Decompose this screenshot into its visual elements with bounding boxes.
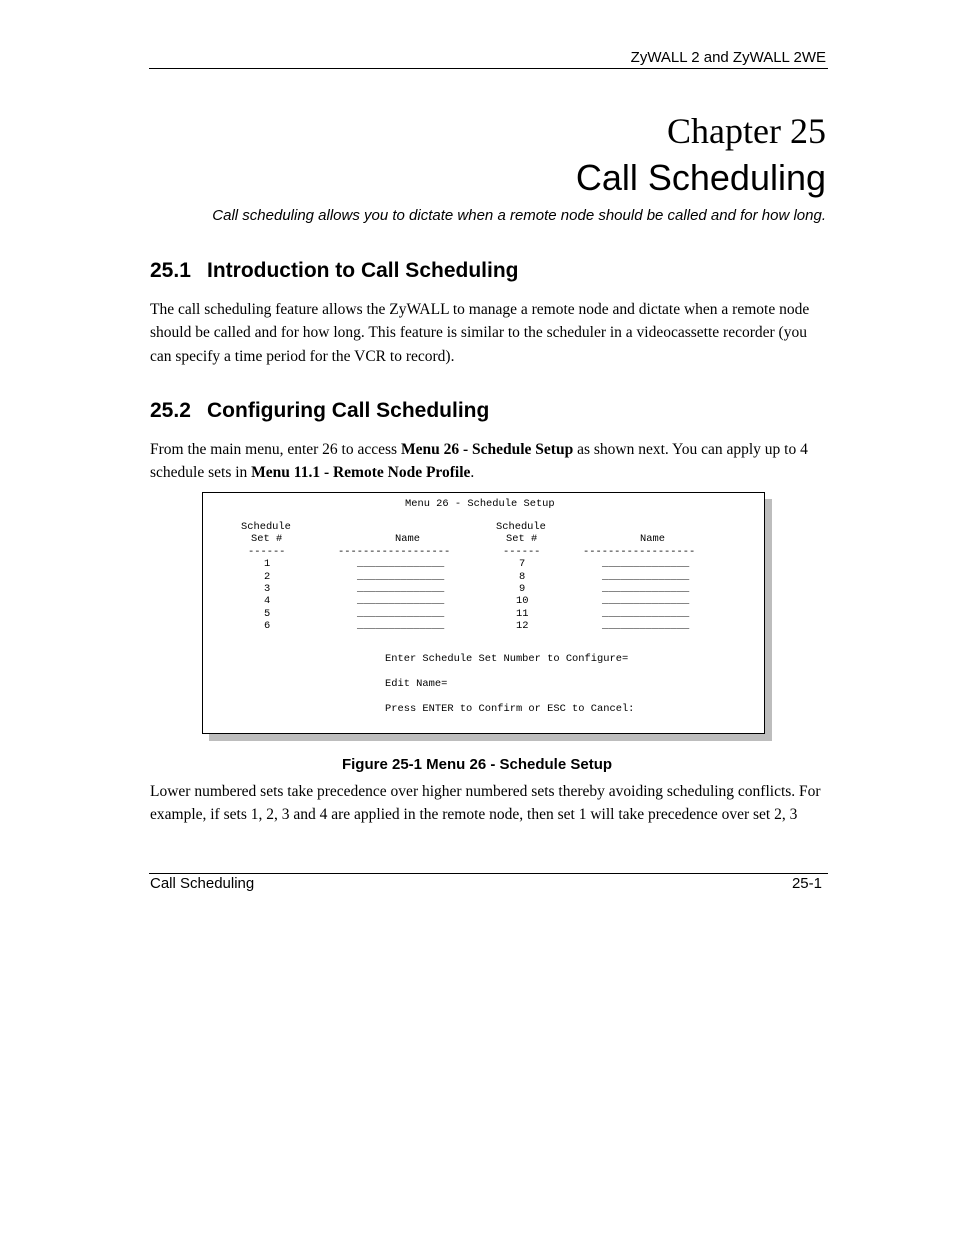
set-number: 11 xyxy=(516,608,529,620)
section-number: 25.1 xyxy=(150,259,191,282)
schedule-name-field[interactable]: ______________ xyxy=(602,595,690,607)
schedule-name-field[interactable]: ______________ xyxy=(602,558,690,570)
set-number: 4 xyxy=(264,595,271,607)
section-heading-intro xyxy=(150,258,518,284)
menu-reference: Menu 26 - Schedule Setup xyxy=(400,441,574,458)
chapter-title: Call Scheduling xyxy=(575,157,826,198)
menu-reference: Menu 11.1 - Remote Node Profile xyxy=(251,464,471,482)
set-number: 7 xyxy=(519,558,526,570)
section-number: 25.2 xyxy=(150,399,191,422)
section-paragraph-intro: The call scheduling feature allows the ZyWALL to manage a remote node and dictate when a remote node should be called and for how long. This feature is similar to the scheduler in a videocassette recorder (you can specify a time period for the VCR to record). xyxy=(150,301,810,365)
header-rule xyxy=(149,68,828,69)
set-number: 5 xyxy=(264,608,271,620)
chapter-summary: Call scheduling allows you to dictate when a remote node should be called and for how long. xyxy=(212,207,826,224)
set-number: 12 xyxy=(516,620,529,632)
col-header-name: Name xyxy=(640,533,665,545)
footer-page-number: 25-1 xyxy=(791,875,822,892)
set-number: 8 xyxy=(519,571,526,583)
prompt-confirm: Press ENTER to Confirm or ESC to Cancel: xyxy=(385,703,635,715)
running-header: ZyWALL 2 and ZyWALL 2WE xyxy=(630,49,826,66)
col-divider: ------------------ xyxy=(338,546,451,558)
col-header-schedule: Schedule xyxy=(496,521,546,533)
set-number: 3 xyxy=(264,583,271,595)
schedule-name-field[interactable]: ______________ xyxy=(357,595,445,607)
prompt-edit-name[interactable]: Edit Name= xyxy=(385,678,448,690)
col-header-name: Name xyxy=(395,533,420,545)
schedule-name-field[interactable]: ______________ xyxy=(357,608,445,620)
section-title: Introduction to Call Scheduling xyxy=(207,259,519,282)
schedule-name-field[interactable]: ______________ xyxy=(602,620,690,632)
set-number: 6 xyxy=(264,620,271,632)
section-heading-config xyxy=(150,398,489,424)
para-text: . xyxy=(470,464,475,482)
para-text: as shown next. You can apply up to 4 schedule sets in xyxy=(150,441,808,482)
schedule-name-field[interactable]: ______________ xyxy=(602,608,690,620)
col-header-schedule: Schedule xyxy=(241,521,291,533)
set-number: 2 xyxy=(264,571,271,583)
schedule-name-field[interactable]: ______________ xyxy=(602,583,690,595)
set-number: 1 xyxy=(264,558,271,570)
chapter-number: Chapter 25 xyxy=(667,111,826,151)
schedule-name-field[interactable]: ______________ xyxy=(357,558,445,570)
section-title: Configuring Call Scheduling xyxy=(207,399,490,422)
menu-title: Menu 26 - Schedule Setup xyxy=(405,498,555,510)
terminal-screen xyxy=(202,492,765,734)
schedule-name-field[interactable]: ______________ xyxy=(357,620,445,632)
col-divider: ------ xyxy=(248,546,286,558)
figure-caption: Figure 25-1 Menu 26 - Schedule Setup xyxy=(341,756,613,773)
col-divider: ------------------ xyxy=(583,546,696,558)
schedule-name-field[interactable]: ______________ xyxy=(357,571,445,583)
prompt-set-number[interactable]: Enter Schedule Set Number to Configure= xyxy=(385,653,629,665)
schedule-name-field[interactable]: ______________ xyxy=(602,571,690,583)
col-header-set: Set # xyxy=(251,533,283,545)
col-header-set: Set # xyxy=(506,533,538,545)
para-text: From the main menu, enter 26 to access xyxy=(150,441,401,458)
schedule-name-field[interactable]: ______________ xyxy=(357,583,445,595)
footer-rule xyxy=(149,873,828,874)
col-divider: ------ xyxy=(503,546,541,558)
footer-chapter: Call Scheduling xyxy=(150,875,255,892)
closing-paragraph: Lower numbered sets take precedence over higher numbered sets thereby avoiding scheduling conflicts. For example, if sets 1, 2, 3 and 4 are applied in the remote node, then set 1 will take precedence over set 2, 3 xyxy=(150,783,821,824)
menu-figure xyxy=(202,492,765,734)
set-number: 10 xyxy=(516,595,529,607)
set-number: 9 xyxy=(519,583,526,595)
section-paragraph-config xyxy=(150,438,830,485)
